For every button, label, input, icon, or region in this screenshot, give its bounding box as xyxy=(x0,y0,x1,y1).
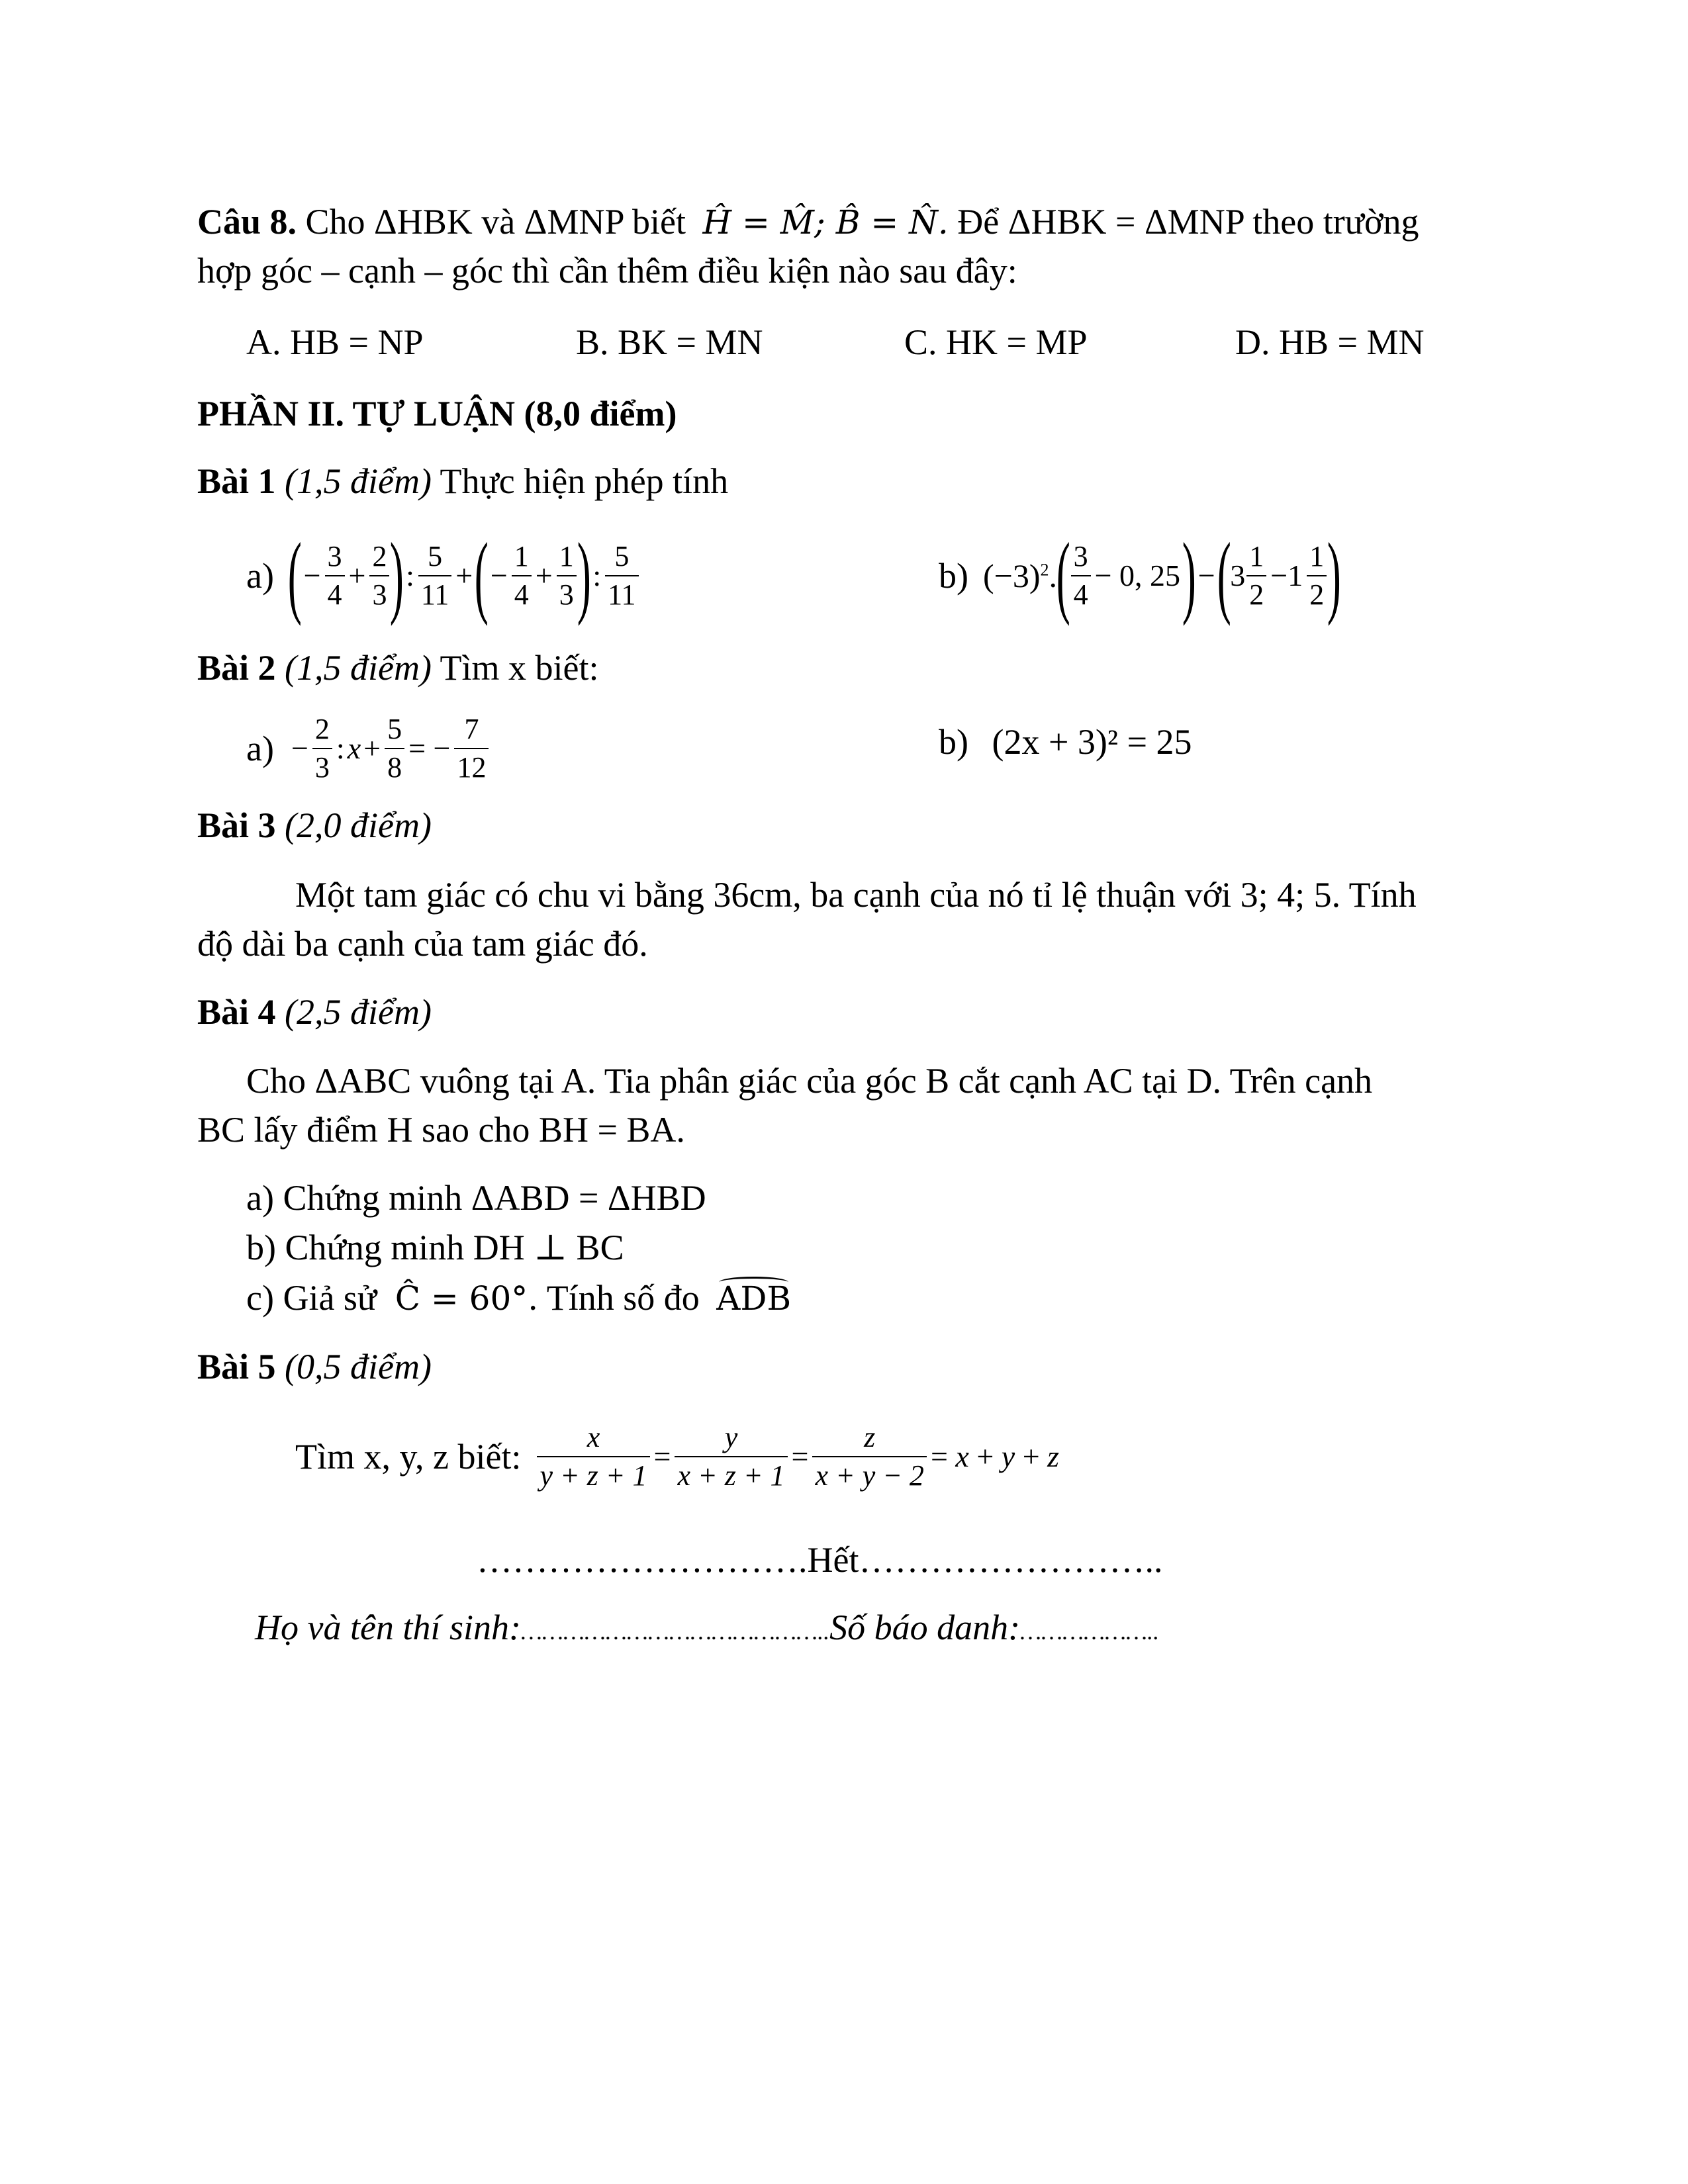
bai4-line2: BC lấy điểm H sao cho BH = BA. xyxy=(197,1110,685,1150)
bai5-label: Bài 5 xyxy=(197,1347,276,1387)
bai2-b xyxy=(939,724,1192,760)
bai1-label: Bài 1 xyxy=(197,461,276,501)
bai1-b: b) $(-3)^2$. ( $\frac{3}{4}$ − 0, 25 ) − ( 3 $\frac{1}{2}$ −1 $\frac{1}{2}$ ) xyxy=(939,524,1342,627)
bai3-line2: độ dài ba cạnh của tam giác đó. xyxy=(197,924,648,964)
cau8-option-c: C. HK = MP xyxy=(904,322,1088,362)
cau8-option-d: D. HB = MN xyxy=(1235,322,1425,362)
bai5-heading xyxy=(197,1349,432,1385)
bai1-a-label: a) xyxy=(246,556,274,596)
bai4-c-angle: Ĉ = 60°. xyxy=(395,1279,539,1318)
bai3-points: (2,0 điểm) xyxy=(285,805,432,845)
bai1-heading xyxy=(197,463,728,499)
bai4-b: b) Chứng minh DH ⊥ BC xyxy=(246,1228,624,1267)
sbd-label: Số báo danh: xyxy=(829,1608,1021,1647)
part2-title: PHẦN II. TỰ LUẬN (8,0 điểm) xyxy=(197,394,677,433)
bai2-a: a) − $\frac{2}{3}$ : x + $\frac{5}{8}$ = − $\frac{7}{12}$ xyxy=(246,715,490,782)
cau8-text1: Cho ΔHBK và ΔMNP biết xyxy=(305,202,686,242)
bai5-text: Tìm x, y, z biết: xyxy=(295,1437,522,1477)
end-marker: ……………………….Hết…………………….. xyxy=(477,1540,1163,1580)
bai4-points: (2,5 điểm) xyxy=(285,992,432,1032)
name-dots: …………………………………….. xyxy=(520,1618,830,1645)
bai4-c-pre: c) Giả sử xyxy=(246,1278,377,1318)
cau8-condition: Ĥ = M̂; B̂ = N̂. xyxy=(702,203,949,242)
bai4-a: a) Chứng minh ΔABD = ΔHBD xyxy=(246,1178,706,1218)
bai4-c xyxy=(246,1280,791,1316)
bai3-line1: Một tam giác có chu vi bằng 36cm, ba cạnh của nó tỉ lệ thuận với 3; 4; 5. Tính xyxy=(295,875,1417,915)
cau8-text2: Để ΔHBK = ΔMNP theo trường xyxy=(957,202,1419,242)
bai4-heading xyxy=(197,994,432,1030)
bai1-b-label: b) xyxy=(939,556,968,596)
bai3-heading xyxy=(197,807,432,843)
bai4-c-mid: Tính số đo xyxy=(546,1278,700,1318)
bai2-a-label: a) xyxy=(246,729,274,768)
bai4-c-arc: ADB xyxy=(716,1279,792,1318)
cau8-option-b: B. BK = MN xyxy=(576,322,763,362)
name-label: Họ và tên thí sinh: xyxy=(255,1608,521,1647)
bai1-a: a) ( − $\frac{3}{4}$ + $\frac{2}{3}$ ) : $\frac{5}{11}$ + ( − $\frac{1}{4}$ + $\frac{1}{3}$ ) : $\frac{5}{11}$ xyxy=(246,529,640,622)
cau8-label: Câu 8. xyxy=(197,202,297,242)
bai5-points: (0,5 điểm) xyxy=(285,1347,432,1387)
bai1-text: Thực hiện phép tính xyxy=(440,461,729,501)
cau8-line2: hợp góc – cạnh – góc thì cần thêm điều kiện nào sau đây: xyxy=(197,251,1017,291)
bai2-b-label: b) xyxy=(939,722,968,762)
sbd-dots: ……………….. xyxy=(1020,1618,1160,1645)
bai2-text: Tìm x biết: xyxy=(440,648,599,688)
bai1-points: (1,5 điểm) xyxy=(285,461,432,501)
bai2-points: (1,5 điểm) xyxy=(285,648,432,688)
bai2-heading xyxy=(197,650,598,686)
bai4-line1: Cho ΔABC vuông tại A. Tia phân giác của góc B cắt cạnh AC tại D. Trên cạnh xyxy=(246,1061,1373,1101)
bai3-label: Bài 3 xyxy=(197,805,276,845)
bai2-label: Bài 2 xyxy=(197,648,276,688)
candidate-info xyxy=(255,1610,1159,1645)
bai4-label: Bài 4 xyxy=(197,992,276,1032)
bai5-equation: Tìm x, y, z biết: $\frac{x}{y + z + 1}$ = $\frac{y}{x + z + 1}$ = $\frac{z}{x + y - 2}$ = x + y + z xyxy=(295,1421,1060,1492)
cau8-line1 xyxy=(197,204,1419,240)
bai2-b-expr: (2x + 3)² = 25 xyxy=(992,722,1192,762)
cau8-option-a: A. HB = NP xyxy=(246,322,424,362)
